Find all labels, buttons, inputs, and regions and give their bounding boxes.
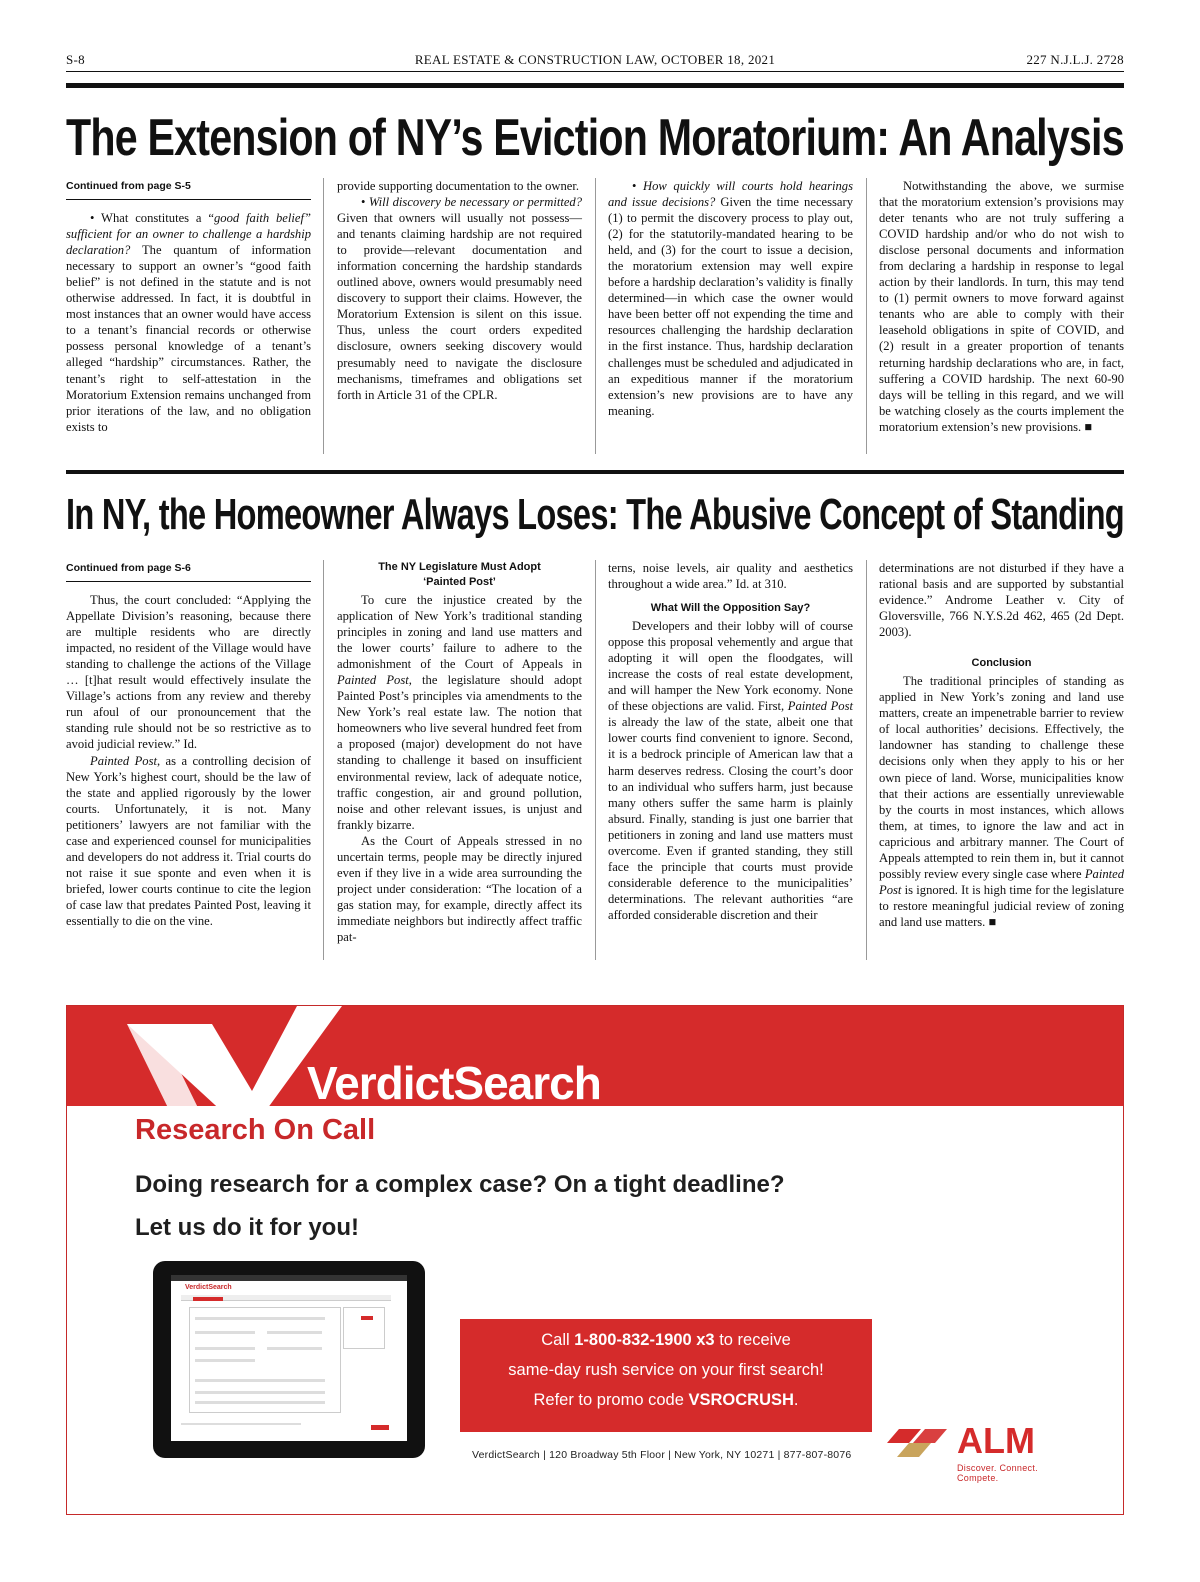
call-line-2: same-day rush service on your first search! bbox=[508, 1361, 824, 1379]
page-number: S-8 bbox=[66, 52, 85, 67]
paragraph: • How quickly will courts hold hearings and issue decisions? Given the time necessary (1) to permit the discovery process to play out, (2) for the statutorily-mandated hearing to be held, and (3) for the court to issue a decision, the moratorium extension may well expire before a hardship declaration’s validity is finally determined—in which case the owner would have been better off not expending the time and resources challenging the hardship declaration in the first instance. Thus, hardship declaration challenges must be scheduled and adjudicated in an expeditious manner if the moratorium extension’s new provisions are to have any meaning. bbox=[608, 179, 854, 418]
paragraph: provide supporting documentation to the owner. bbox=[337, 179, 580, 193]
continued-label: Continued from page S-5 bbox=[66, 178, 311, 200]
subheading: Conclusion bbox=[971, 657, 1032, 670]
emphasis: good faith belief” sufficient for an owner to challenge a hardship declaration? bbox=[66, 211, 311, 258]
article-separator-rule bbox=[66, 470, 1124, 474]
case-citation: determinations are not disturbed if they have a rational basis and are supported by substantial evidence.” Androme Leather v. City of Gloversville, 766 N.Y.S.2d 462, 465 (2d Dept. 2003). bbox=[879, 561, 1124, 640]
promo-code: VSROCRUSH bbox=[688, 1391, 794, 1409]
subheading: What Will the Opposition Say? bbox=[650, 602, 811, 615]
paragraph: Painted Post, as a controlling decision of New York’s highest court, should be the law of the state and applied rigorously by the lower courts. Unfortunately, it is not. Many petitioners’ lawyers are not familiar with the case and experienced counsel for municipalities and developers do not address it. Trial courts do not raise it sue sponte and even when it is briefed, lower courts continue to cite the legion of case law that predates Painted Post, leaving it essentially to die on the vine. bbox=[66, 753, 311, 928]
alm-logo bbox=[879, 1421, 1079, 1481]
header-thick-rule bbox=[66, 83, 1124, 88]
article2-column-4 bbox=[879, 560, 1124, 930]
article2-headline: In NY, the Homeowner Always Loses: The Abusive Concept of Standing bbox=[66, 490, 1124, 539]
emphasis: Painted Post bbox=[879, 866, 1124, 897]
article1-column-3 bbox=[608, 178, 853, 419]
article1-column-2 bbox=[337, 178, 582, 403]
article1-column-4 bbox=[879, 178, 1124, 435]
article1-headline: The Extension of NY’s Eviction Moratorium: An Analysis bbox=[66, 109, 1124, 167]
ad-line-2: Let us do it for you! bbox=[135, 1214, 359, 1241]
alm-tagline: Discover. Connect. Compete. bbox=[957, 1463, 1038, 1483]
subheading: The NY Legislature Must Adopt ‘Painted Post’ bbox=[378, 561, 541, 588]
paragraph: terns, noise levels, air quality and aesthetics throughout a wide area.” Id. at 310. bbox=[608, 561, 853, 592]
emphasis: Will discovery be necessary or permitted? bbox=[368, 195, 583, 210]
ad-address: VerdictSearch | 120 Broadway 5th Floor | New York, NY 10271 | 877-807-8076 bbox=[472, 1449, 852, 1461]
emphasis: Painted Post bbox=[787, 699, 853, 714]
paragraph: As the Court of Appeals stressed in no uncertain terms, people may be directly injured even if they live in a wide area surrounding the project under consideration: “The location of a gas station may, for example, directly affect its immediate neighbors but indirectly affect traffic pat- bbox=[337, 833, 582, 944]
ad-line-1: Doing research for a complex case? On a tight deadline? bbox=[135, 1171, 785, 1198]
column-divider bbox=[866, 178, 867, 454]
column-divider bbox=[595, 178, 596, 454]
paragraph: Notwithstanding the above, we surmise that the moratorium extension’s provisions may deter tenants who are not truly suffering a COVID hardship and/or who do not wish to disclose personal documents and information from declaring a hardship in response to legal action by their landlords. In turn, this may tend to (1) permit owners to move forward against tenants who are able to comply with their leasehold obligations in spite of COVID, and (2) result in a greater proportion of tenants returning hardship declarations who are, in fact, suffering a COVID hardship. The next 60-90 days will be telling in this regard, and we will be watching closely as the courts implement the moratorium extension’s new provisions. ■ bbox=[879, 179, 1124, 434]
article1-column-1 bbox=[66, 178, 311, 435]
tablet-image bbox=[153, 1261, 425, 1458]
ad-tagline: Research On Call bbox=[135, 1114, 376, 1146]
emphasis: Painted Post bbox=[337, 673, 409, 688]
paragraph: • What constitutes a “good faith belief” sufficient for an owner to challenge a hardship declaration? The quantum of information necessary to support an owner’s “good faith belief” is not defined in the statute and is not otherwise addressed. In fact, it is doubtful in most instances that an owner would have access to a tenant’s financial records or otherwise possess personal knowledge of a tenant’s alleged “hardship” circumstances. Rather, the tenant’s right to self-attestation in the Moratorium Extension remains unchanged from prior iterations of the law, and no obligation exists to bbox=[66, 211, 311, 434]
phone-number[interactable]: 1-800-832-1900 x3 bbox=[574, 1331, 715, 1349]
paragraph: Developers and their lobby will of course oppose this proposal vehemently and argue that adopting it will open the floodgates, will increase the costs of real estate development, and will hamper the New York economy. None of these objections are valid. First, Painted Post is already the law of the state, albeit one that lower courts find convenient to ignore. Second, it is a bedrock principle of American law that a harm deserves redress. Closing the court’s door to an individual who suffers harm, just because many others suffer the same harm is plainly absurd. Finally, standing is just one barrier that petitioners in zoning and land use matters must overcome. Even if granted standing, they still face the principle that courts must provide considerable deference to the municipalities’ determinations. The relevant authorities “are afforded considerable discretion and their bbox=[608, 619, 853, 922]
paragraph: Thus, the court concluded: “Applying the Appellate Division’s reasoning, because there are multiple residents who are directly impacted, no resident of the Village would have standing to challenge the actions of the Village … [t]hat result would effectively insulate the Village’s actions from any review and thereby run afoul of our pronouncement that the standing rule should not be so restrictive as to avoid judicial review.” Id. bbox=[66, 593, 311, 752]
paragraph bbox=[879, 560, 1124, 640]
column-divider bbox=[595, 560, 596, 960]
call-to-action-box[interactable] bbox=[460, 1319, 872, 1432]
citation: 227 N.J.L.J. 2728 bbox=[1026, 52, 1124, 67]
column-divider bbox=[323, 178, 324, 454]
brand-name: VerdictSearch bbox=[307, 1057, 601, 1109]
paragraph: • Will discovery be necessary or permitted? Given that owners will usually not possess—and tenants claiming hardship are not required to provide—relevant documentation and information concerning the hardship standards outlined above, owners would presumably need discovery to support their claims. However, the Moratorium Extension is silent on this issue. Thus, unless the court orders expedited disclosure, owners seeking discovery would presumably need to navigate the disclosure mechanisms, timeframes and obligations set forth in Article 31 of the CPLR. bbox=[337, 195, 583, 402]
running-head bbox=[66, 48, 1124, 70]
tablet-screen bbox=[171, 1275, 407, 1441]
continued-label: Continued from page S-6 bbox=[66, 560, 311, 582]
paragraph: To cure the injustice created by the application of New York’s traditional standing principles in zoning and land use matters and the lower courts’ failure to adhere to the admonishment of the Court of Appeals in Painted Post, the legislature should adopt Painted Post’s principles via amendments to the New York’s real estate law. The notion that homeowners who live several hundred feet from a proposed (major) development do not have standing to challenge it based on insufficient environmental review, lack of adequate notice, traffic congestion, air and ground pollution, noise and other relevant issues, is unjust and frankly bizarre. bbox=[337, 593, 582, 832]
top-rule bbox=[66, 71, 1124, 72]
alm-mark-icon bbox=[879, 1423, 959, 1463]
emphasis: Painted Post bbox=[90, 753, 157, 768]
tablet-brand: VerdictSearch bbox=[185, 1284, 232, 1291]
article2-column-2 bbox=[337, 560, 582, 945]
alm-name: ALM bbox=[957, 1420, 1035, 1461]
article2-column-3 bbox=[608, 560, 853, 923]
article2-column-1 bbox=[66, 560, 311, 929]
call-line-3: Refer to promo code VSROCRUSH. bbox=[533, 1391, 799, 1409]
column-divider bbox=[866, 560, 867, 960]
emphasis: How quickly will courts hold hearings and issue decisions? bbox=[608, 179, 853, 210]
call-line-1: Call 1-800-832-1900 x3 to receive bbox=[541, 1331, 791, 1349]
column-divider bbox=[323, 560, 324, 960]
section-title: REAL ESTATE & CONSTRUCTION LAW, OCTOBER 18, 2021 bbox=[414, 52, 776, 67]
verdictsearch-advertisement[interactable] bbox=[66, 1005, 1124, 1515]
paragraph: The traditional principles of standing as applied in New York’s zoning and land use matters, create an impenetrable barrier to review of local authorities’ decisions. Effectively, the landowner has standing to challenge these decisions only when they apply to his or her own piece of land. Worse, municipalities know that their actions are essentially unreviewable by the courts in most instances, which allows them, at times, to ignore the law and act in capricious and arbitrary manner. The Court of Appeals attempted to rein them in, but it cannot possibly review every single case where Painted Post is ignored. It is high time for the legislature to restore meaningful judicial review of zoning and land use matters. ■ bbox=[879, 674, 1124, 929]
